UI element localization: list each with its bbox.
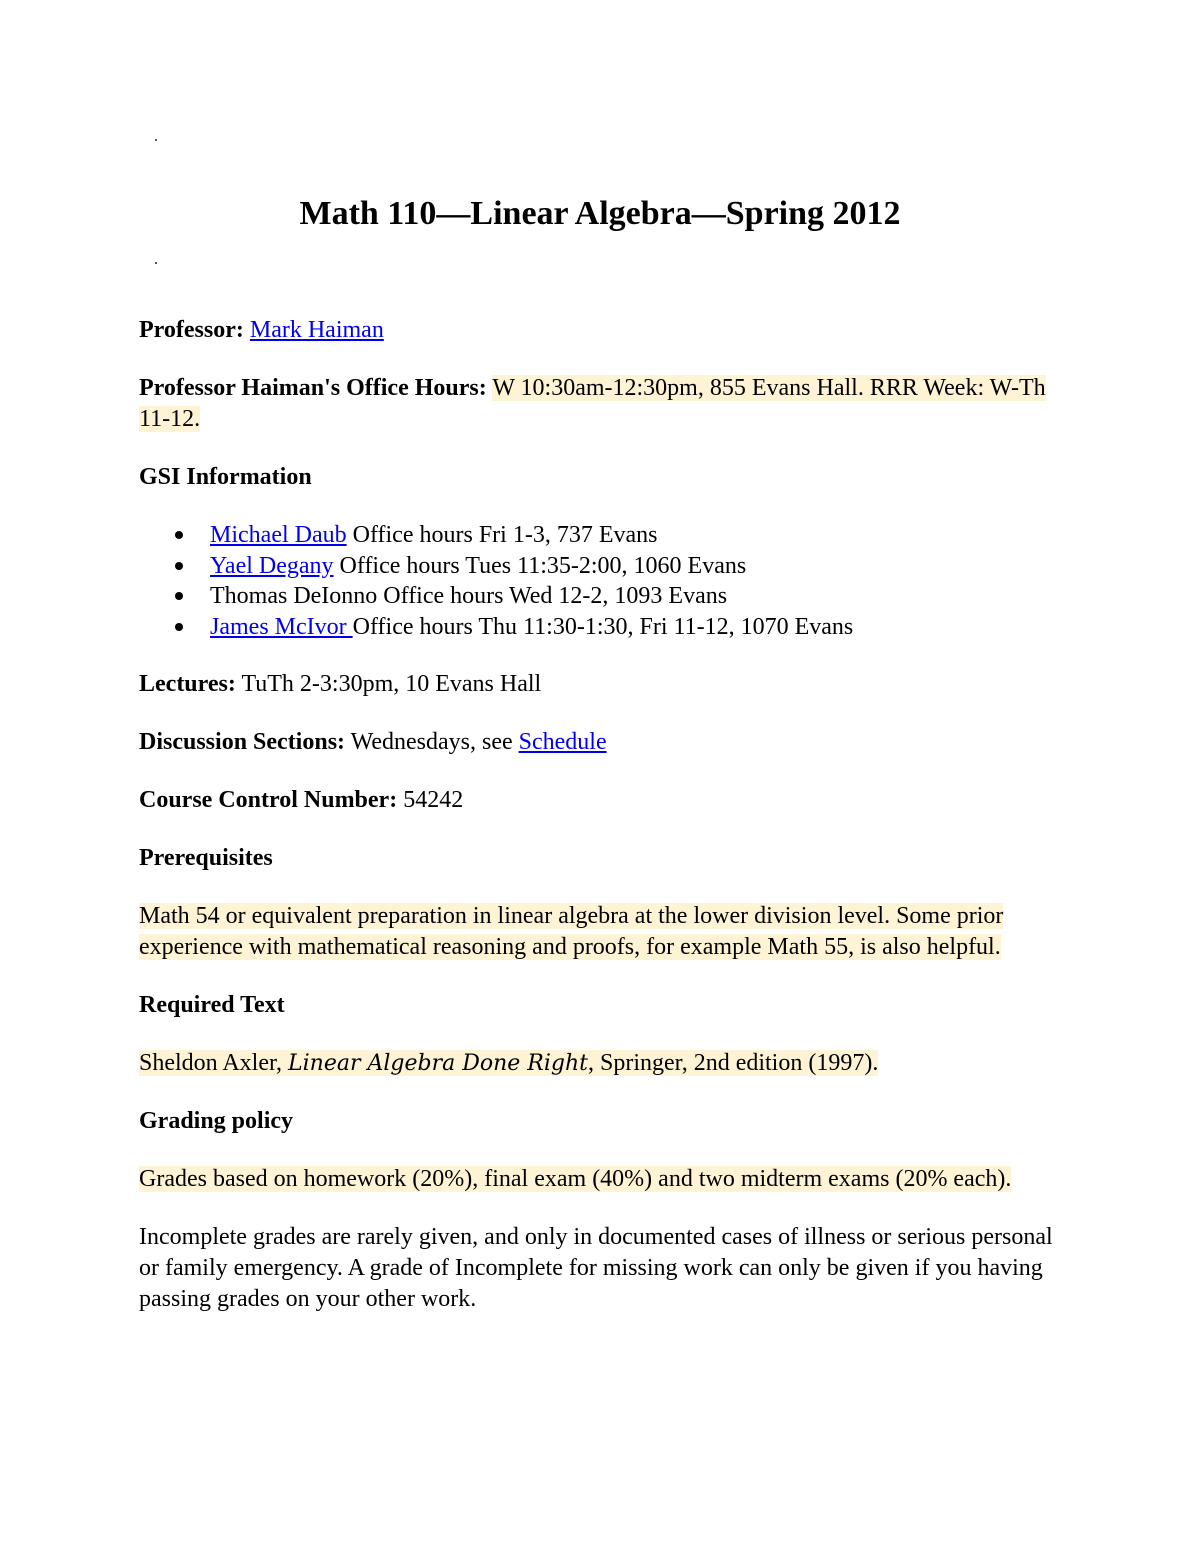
gsi-list-item: [139, 612, 1069, 643]
gsi-list-item: [139, 520, 1069, 551]
schedule-link[interactable]: Schedule: [518, 729, 607, 755]
required-text-highlight: [139, 1050, 878, 1076]
incomplete-policy-paragraph: Incomplete grades are rarely given, and only in documented cases of illness or serious personal or family emergency. A grade of Incomplete for missing work can only be given if you having passing grades on your other work.: [139, 1224, 1053, 1312]
gsi-list-item: [139, 581, 1069, 612]
professor-line: [139, 315, 1069, 346]
lectures-label: Lectures:: [139, 671, 236, 697]
lectures-line: [139, 669, 1069, 700]
gsi-office-hours: Office hours Tues 11:35-2:00, 1060 Evans: [339, 552, 747, 579]
main-content: [139, 315, 1069, 1342]
ccn-label: Course Control Number:: [139, 787, 398, 813]
professor-label: Professor:: [139, 317, 244, 343]
gsi-office-hours: Office hours Fri 1-3, 737 Evans: [352, 522, 658, 548]
lectures-text: TuTh 2-3:30pm, 10 Evans Hall: [241, 671, 542, 697]
gsi-heading: GSI Information: [139, 464, 312, 490]
grading-heading: Grading policy: [139, 1108, 294, 1134]
ccn-value: 54242: [403, 787, 464, 813]
discussion-line: [139, 727, 1069, 758]
book-author: Sheldon Axler,: [139, 1050, 283, 1076]
prerequisites-paragraph: [139, 901, 1069, 963]
gsi-name-thomas-deionno: Thomas DeIonno: [210, 583, 378, 609]
decorative-dot: [155, 262, 157, 264]
gsi-list: [139, 520, 1069, 642]
ccn-line: [139, 785, 1069, 816]
page-title: Math 110—Linear Algebra—Spring 2012: [299, 195, 901, 232]
gsi-link-michael-daub[interactable]: Michael Daub: [210, 522, 347, 548]
professor-link[interactable]: Mark Haiman: [249, 317, 384, 343]
decorative-dot: [155, 139, 157, 141]
book-title: Linear Algebra Done Right: [288, 1051, 588, 1076]
gsi-list-item: [139, 551, 1069, 582]
book-details: , Springer, 2nd edition (1997).: [588, 1050, 879, 1076]
gsi-office-hours: Office hours Thu 11:30-1:30, Fri 11-12, 1070 Evans: [352, 613, 854, 640]
office-hours-label: Professor Haiman's Office Hours:: [139, 375, 487, 401]
prerequisites-text: Math 54 or equivalent preparation in linear algebra at the lower division level. Some prior experience with mathematical reasoning and proofs, for example Math 55, is also helpful.: [139, 903, 1004, 960]
gsi-link-yael-degany[interactable]: Yael Degany: [210, 552, 334, 579]
office-hours-text: W 10:30am-12:30pm, 855 Evans Hall. RRR Week: W-Th 11-12.: [139, 375, 1046, 432]
prerequisites-heading: Prerequisites: [139, 845, 273, 871]
grading-paragraph: [139, 1164, 1069, 1195]
office-hours-line: [139, 373, 1069, 435]
grading-text: Grades based on homework (20%), final exam (40%) and two midterm exams (20% each).: [139, 1166, 1012, 1192]
gsi-link-james-mcivor[interactable]: James McIvor: [210, 613, 353, 640]
required-text-heading: Required Text: [139, 992, 285, 1018]
required-text-paragraph: [139, 1048, 1069, 1079]
gsi-office-hours: Office hours Wed 12-2, 1093 Evans: [383, 583, 728, 609]
discussion-text: Wednesdays, see: [350, 729, 513, 755]
discussion-label: Discussion Sections:: [139, 729, 346, 755]
